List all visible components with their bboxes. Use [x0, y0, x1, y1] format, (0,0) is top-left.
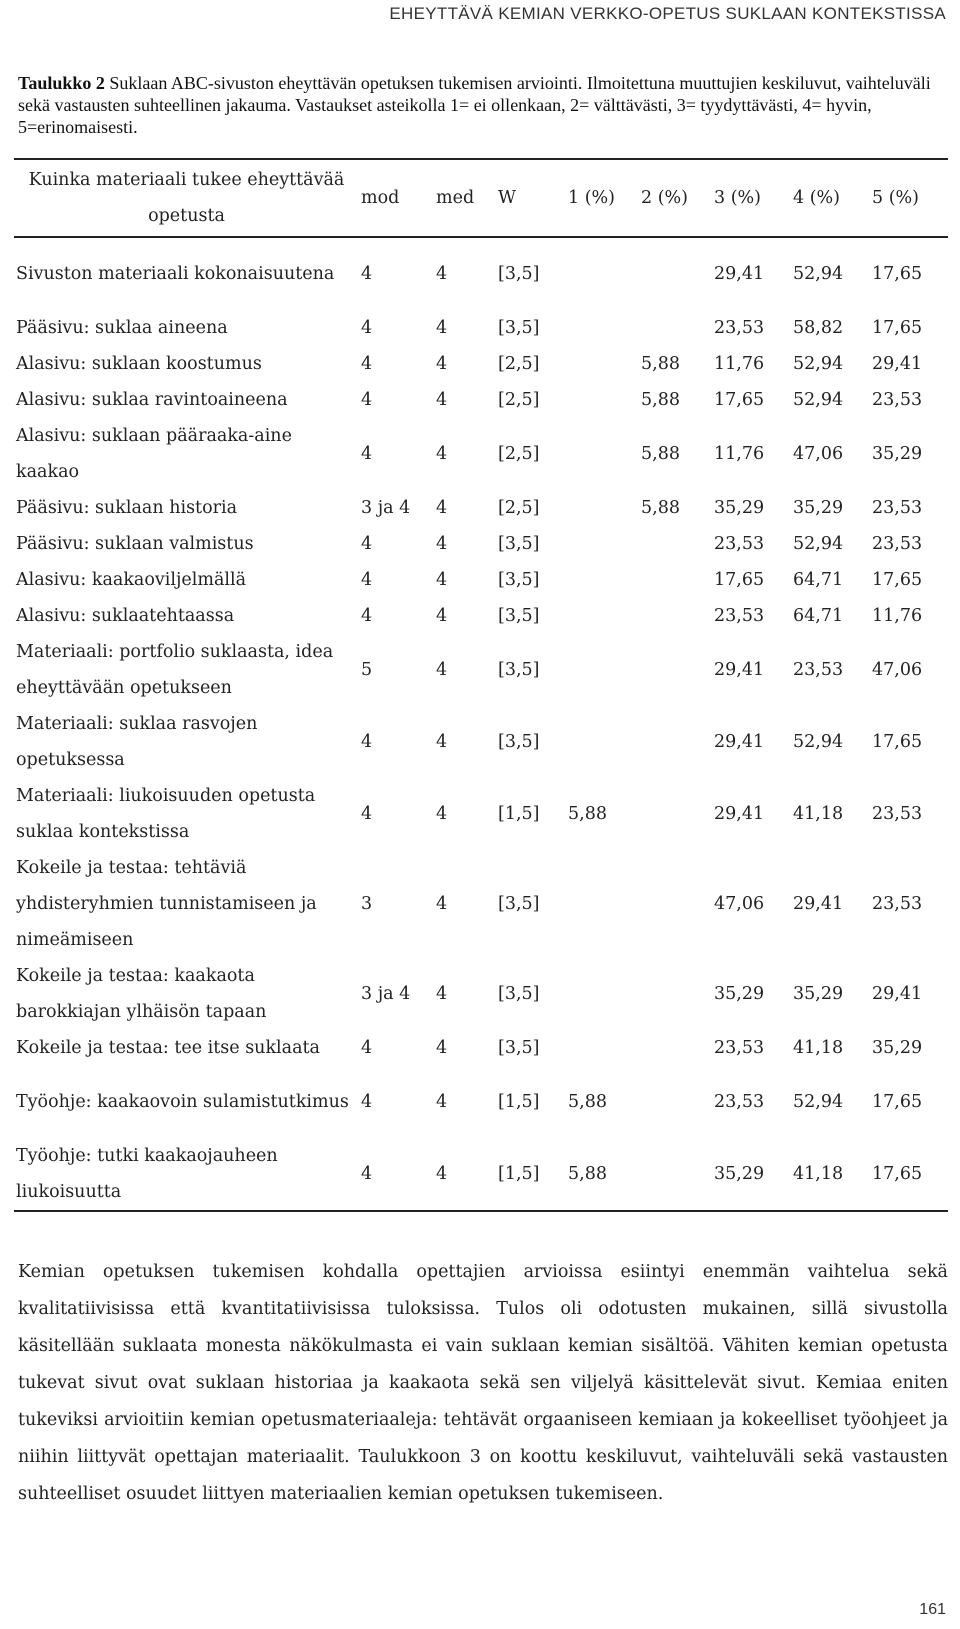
- cell-mod: 4: [361, 732, 373, 752]
- cell-p3: 23,53: [714, 1092, 765, 1112]
- cell-p3: 23,53: [714, 534, 765, 554]
- row-label: Materiaali: suklaa rasvojen opetuksessa: [16, 714, 258, 770]
- cell-med: 4: [436, 534, 448, 554]
- cell-mod: 4: [361, 1038, 373, 1058]
- cell-w: [3,5]: [498, 732, 540, 752]
- cell-med: 4: [436, 606, 448, 626]
- cell-p3: 29,41: [714, 264, 765, 284]
- cell-p5: 17,65: [872, 264, 923, 284]
- cell-p4: 52,94: [793, 264, 844, 284]
- cell-p2: [639, 958, 712, 1030]
- cell-med: 4: [436, 570, 448, 590]
- cell-p1: [566, 1030, 639, 1066]
- row-label: Alasivu: suklaan pääraaka-aine kaakao: [16, 426, 292, 482]
- cell-p1: 5,88: [568, 1164, 607, 1184]
- cell-med: 4: [436, 318, 448, 338]
- table-row: [14, 1030, 948, 1066]
- cell-p4: 41,18: [793, 1164, 844, 1184]
- cell-p1: [566, 382, 639, 418]
- cell-mod: 4: [361, 264, 373, 284]
- cell-p4: 58,82: [793, 318, 844, 338]
- row-label: Työohje: tutki kaakaojauheen liukoisuutta: [16, 1146, 278, 1202]
- cell-med: 4: [436, 498, 448, 518]
- cell-med: 4: [436, 894, 448, 914]
- cell-p5: 23,53: [872, 894, 923, 914]
- cell-mod: 5: [361, 660, 373, 680]
- cell-p4: 52,94: [793, 1092, 844, 1112]
- cell-mod: 4: [361, 534, 373, 554]
- cell-med: 4: [436, 444, 448, 464]
- cell-p3: 35,29: [714, 498, 765, 518]
- row-label: Pääsivu: suklaa aineena: [16, 318, 228, 338]
- cell-p4: 41,18: [793, 1038, 844, 1058]
- cell-p3: 23,53: [714, 606, 765, 626]
- cell-p3: 35,29: [714, 984, 765, 1004]
- cell-mod: 3 ja 4: [361, 498, 411, 518]
- header-p5: 5 (%): [872, 188, 919, 208]
- cell-w: [3,5]: [498, 534, 540, 554]
- header-med: med: [436, 188, 475, 208]
- cell-mod: 4: [361, 318, 373, 338]
- cell-w: [3,5]: [498, 984, 540, 1004]
- cell-p5: 23,53: [872, 534, 923, 554]
- cell-p2: [639, 1138, 712, 1211]
- cell-mod: 4: [361, 804, 373, 824]
- row-label: Alasivu: kaakaoviljelmällä: [16, 570, 247, 590]
- table-caption: [18, 72, 938, 138]
- cell-p5: 17,65: [872, 1164, 923, 1184]
- cell-p3: 35,29: [714, 1164, 765, 1184]
- caption-label: Taulukko 2: [18, 73, 105, 93]
- cell-p5: 17,65: [872, 732, 923, 752]
- table-row: [14, 382, 948, 418]
- cell-p5: 23,53: [872, 390, 923, 410]
- cell-p3: 47,06: [714, 894, 765, 914]
- cell-med: 4: [436, 804, 448, 824]
- row-label: Pääsivu: suklaan historia: [16, 498, 238, 518]
- table-row: [14, 562, 948, 598]
- cell-p4: 52,94: [793, 390, 844, 410]
- header-p1: 1 (%): [568, 188, 615, 208]
- table-row: [14, 310, 948, 346]
- cell-mod: 4: [361, 570, 373, 590]
- header-p4: 4 (%): [793, 188, 840, 208]
- cell-p1: [566, 418, 639, 490]
- cell-w: [2,5]: [498, 444, 540, 464]
- header-p2: 2 (%): [641, 188, 688, 208]
- cell-p5: 17,65: [872, 1092, 923, 1112]
- cell-p1: 5,88: [568, 1092, 607, 1112]
- caption-text: Suklaan ABC-sivuston eheyttävän opetuksen tukemisen arviointi. Ilmoitettuna muuttujien keskiluvut, vaihteluväli sekä vastausten suhteellinen jakauma. Vastaukset asteikolla 1= ei ollenkaan, 2= välttävästi, 3= tyydyttävästi, 4= hyvin, 5=erinomaisesti.: [18, 73, 931, 137]
- cell-p1: [566, 346, 639, 382]
- table-body: [14, 237, 948, 1211]
- table-row: [14, 490, 948, 526]
- cell-p4: 29,41: [793, 894, 844, 914]
- cell-p3: 11,76: [714, 354, 765, 374]
- cell-p3: 23,53: [714, 1038, 765, 1058]
- cell-med: 4: [436, 390, 448, 410]
- cell-p1: [566, 237, 639, 310]
- cell-p5: 35,29: [872, 1038, 923, 1058]
- cell-p2: 5,88: [641, 390, 680, 410]
- cell-p5: 17,65: [872, 570, 923, 590]
- cell-med: 4: [436, 264, 448, 284]
- cell-p3: 29,41: [714, 660, 765, 680]
- cell-mod: 4: [361, 444, 373, 464]
- cell-w: [3,5]: [498, 570, 540, 590]
- cell-p3: 11,76: [714, 444, 765, 464]
- body-paragraph: Kemian opetuksen tukemisen kohdalla opettajien arvioissa esiintyi enemmän vaihtelua sekä kvalitatiivisissa että kvantitatiivisissa tuloksissa. Tulos oli odotusten mukainen, sillä sivustolla käsitellään suklaata monesta näkökulmasta ei vain suklaan kemian sisältöä. Vähiten kemian opetusta tukevat sivut ovat suklaan historiaa ja kaakaota sekä sen viljelyä käsittelevät sivut. Kemiaa eniten tukeviksi arvioitiin kemian opetusmateriaaleja: tehtävät orgaaniseen kemiaan ja kokeelliset työohjeet ja niihin liittyvät opettajan materiaalit. Taulukkoon 3 on koottu keskiluvut, vaihteluväli sekä vastausten suhteelliset osuudet liittyen materiaalien kemian opetuksen tukemiseen.: [18, 1262, 948, 1504]
- cell-p3: 29,41: [714, 804, 765, 824]
- cell-med: 4: [436, 1164, 448, 1184]
- cell-p1: [566, 706, 639, 778]
- cell-w: [2,5]: [498, 390, 540, 410]
- cell-p4: 41,18: [793, 804, 844, 824]
- cell-p5: 29,41: [872, 984, 923, 1004]
- cell-p5: 11,76: [872, 606, 923, 626]
- cell-w: [1,5]: [498, 1092, 540, 1112]
- cell-p4: 35,29: [793, 498, 844, 518]
- cell-w: [3,5]: [498, 894, 540, 914]
- cell-mod: 3: [361, 894, 373, 914]
- cell-med: 4: [436, 660, 448, 680]
- cell-p5: 47,06: [872, 660, 923, 680]
- cell-mod: 4: [361, 390, 373, 410]
- header-mod: mod: [361, 188, 400, 208]
- cell-p4: 64,71: [793, 570, 844, 590]
- cell-mod: 4: [361, 354, 373, 374]
- cell-p5: 35,29: [872, 444, 923, 464]
- table-row: [14, 237, 948, 310]
- cell-p2: [639, 526, 712, 562]
- cell-p2: 5,88: [641, 354, 680, 374]
- results-table-wrapper: [14, 158, 948, 1212]
- header-p3: 3 (%): [714, 188, 761, 208]
- cell-med: 4: [436, 1038, 448, 1058]
- cell-p4: 52,94: [793, 732, 844, 752]
- cell-mod: 3 ja 4: [361, 984, 411, 1004]
- cell-p2: [639, 598, 712, 634]
- cell-p2: 5,88: [641, 498, 680, 518]
- cell-p5: 29,41: [872, 354, 923, 374]
- cell-p5: 23,53: [872, 804, 923, 824]
- cell-p1: [566, 526, 639, 562]
- cell-w: [3,5]: [498, 606, 540, 626]
- table-header-row: [14, 159, 948, 237]
- row-label: Työohje: kaakaovoin sulamistutkimus: [16, 1092, 349, 1112]
- cell-p1: [566, 310, 639, 346]
- table-row: [14, 346, 948, 382]
- cell-p2: [639, 706, 712, 778]
- cell-p4: 35,29: [793, 984, 844, 1004]
- cell-p4: 52,94: [793, 354, 844, 374]
- cell-w: [3,5]: [498, 1038, 540, 1058]
- cell-p3: 17,65: [714, 390, 765, 410]
- cell-p4: 52,94: [793, 534, 844, 554]
- cell-p2: [639, 237, 712, 310]
- table-row: [14, 958, 948, 1030]
- cell-p3: 29,41: [714, 732, 765, 752]
- cell-p1: [566, 562, 639, 598]
- row-label: Pääsivu: suklaan valmistus: [16, 534, 254, 554]
- cell-p1: [566, 490, 639, 526]
- cell-p2: [639, 310, 712, 346]
- cell-p2: [639, 1066, 712, 1138]
- cell-w: [2,5]: [498, 354, 540, 374]
- cell-w: [1,5]: [498, 804, 540, 824]
- row-label: Kokeile ja testaa: tehtäviä yhdisteryhmien tunnistamiseen ja nimeämiseen: [16, 858, 317, 950]
- row-label: Materiaali: liukoisuuden opetusta suklaa kontekstissa: [16, 786, 316, 842]
- cell-med: 4: [436, 1092, 448, 1112]
- table-row: [14, 706, 948, 778]
- cell-p2: [639, 562, 712, 598]
- row-label: Alasivu: suklaan koostumus: [16, 354, 262, 374]
- cell-p2: [639, 850, 712, 958]
- cell-med: 4: [436, 354, 448, 374]
- table-row: [14, 1066, 948, 1138]
- cell-p3: 17,65: [714, 570, 765, 590]
- table-row: [14, 418, 948, 490]
- row-label: Kokeile ja testaa: tee itse suklaata: [16, 1038, 320, 1058]
- cell-w: [3,5]: [498, 264, 540, 284]
- cell-p2: [639, 634, 712, 706]
- table-row: [14, 778, 948, 850]
- table-row: [14, 634, 948, 706]
- table-row: [14, 850, 948, 958]
- row-label: Materiaali: portfolio suklaasta, idea eheyttävään opetukseen: [16, 642, 334, 698]
- header-question: Kuinka materiaali tukee eheyttävää opetusta: [28, 170, 345, 226]
- header-w: W: [498, 188, 516, 208]
- row-label: Alasivu: suklaa ravintoaineena: [16, 390, 288, 410]
- cell-p4: 64,71: [793, 606, 844, 626]
- cell-mod: 4: [361, 1164, 373, 1184]
- cell-p5: 23,53: [872, 498, 923, 518]
- cell-w: [1,5]: [498, 1164, 540, 1184]
- row-label: Alasivu: suklaatehtaassa: [16, 606, 235, 626]
- cell-p1: [566, 850, 639, 958]
- cell-med: 4: [436, 732, 448, 752]
- cell-p1: [566, 598, 639, 634]
- results-table: [14, 158, 948, 1212]
- cell-med: 4: [436, 984, 448, 1004]
- cell-p1: 5,88: [568, 804, 607, 824]
- table-row: [14, 1138, 948, 1211]
- row-label: Sivuston materiaali kokonaisuutena: [16, 264, 335, 284]
- cell-p3: 23,53: [714, 318, 765, 338]
- cell-p1: [566, 958, 639, 1030]
- cell-p2: [639, 778, 712, 850]
- cell-p2: [639, 1030, 712, 1066]
- table-row: [14, 526, 948, 562]
- running-header: EHEYTTÄVÄ KEMIAN VERKKO-OPETUS SUKLAAN KONTEKSTISSA: [389, 4, 946, 23]
- cell-mod: 4: [361, 1092, 373, 1112]
- page-number: 161: [919, 1601, 946, 1618]
- cell-w: [2,5]: [498, 498, 540, 518]
- cell-p2: 5,88: [641, 444, 680, 464]
- cell-w: [3,5]: [498, 660, 540, 680]
- cell-p4: 23,53: [793, 660, 844, 680]
- cell-p4: 47,06: [793, 444, 844, 464]
- cell-p5: 17,65: [872, 318, 923, 338]
- cell-p1: [566, 634, 639, 706]
- table-row: [14, 598, 948, 634]
- cell-w: [3,5]: [498, 318, 540, 338]
- row-label: Kokeile ja testaa: kaakaota barokkiajan ylhäisön tapaan: [16, 966, 267, 1022]
- cell-mod: 4: [361, 606, 373, 626]
